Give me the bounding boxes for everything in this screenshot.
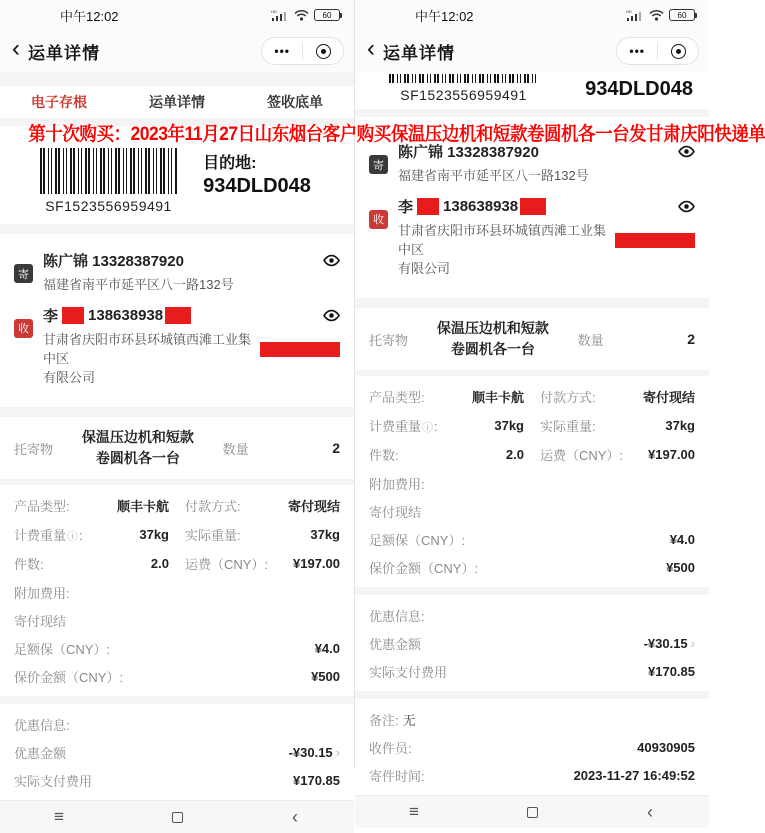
ship-time-label: 寄件时间: — [369, 768, 425, 784]
status-time: 中午12:02 — [415, 8, 474, 24]
pieces-value: 2.0 — [150, 556, 169, 572]
freight-value: ¥197.00 — [648, 447, 695, 463]
actual-paid-value: ¥170.85 — [648, 663, 695, 679]
android-nav-bar — [355, 795, 709, 828]
info-icon[interactable]: ⓘ — [422, 422, 434, 435]
receiver-address-line2: 有限公司 — [398, 260, 451, 276]
fees-card — [0, 485, 354, 696]
page-content — [0, 72, 354, 800]
pieces-value: 2.0 — [505, 447, 524, 463]
status-icons — [626, 9, 695, 21]
android-menu-icon[interactable]: ≡ — [409, 802, 419, 822]
eye-icon[interactable] — [678, 145, 695, 158]
discount-amount-value: -¥30.15 — [643, 635, 688, 651]
back-chevron-icon[interactable]: ‹ — [12, 35, 20, 62]
redaction-block — [615, 233, 695, 248]
surcharge-label: 附加费用: — [14, 585, 70, 601]
sender-address: 福建省南平市延平区八一路132号 — [398, 168, 589, 183]
shipment-value-line1: 保温压边机和短款 — [436, 320, 549, 337]
shipment-label: 托寄物 — [14, 441, 54, 457]
android-back-icon[interactable]: ‹ — [292, 806, 298, 827]
fees-card — [355, 376, 709, 587]
destination-code: 934DLD048 — [585, 78, 693, 100]
receiver-phone: 138638938 — [443, 197, 519, 215]
annotation-overlay-text: 第十次购买：2023年11月27日山东烟台客户购买保温压边机和短款卷圆机各一台发甘肃庆阳快递单 — [28, 124, 765, 145]
full-insurance-value: ¥4.0 — [314, 640, 340, 656]
payment-label: 付款方式: — [540, 390, 596, 406]
shipment-value-line2: 卷圆机各一台 — [95, 450, 180, 467]
barcode-image — [389, 74, 539, 83]
nav-bar — [355, 30, 709, 72]
miniprogram-capsule — [261, 37, 344, 65]
billed-weight-label: 计费重量 — [14, 528, 67, 544]
page-title: 运单详情 — [383, 43, 455, 63]
waybill-number: SF1523556959491 — [400, 87, 527, 103]
android-menu-icon[interactable]: ≡ — [54, 807, 64, 827]
pieces-label: 件数: — [369, 448, 399, 464]
waybill-barcode-card — [0, 126, 354, 224]
product-type-label: 产品类型: — [14, 499, 70, 515]
courier-label: 收件员: — [369, 740, 412, 756]
miniprogram-exit-icon[interactable] — [303, 44, 343, 59]
discount-header: 优惠信息: — [14, 717, 70, 733]
actual-paid-label: 实际支付费用 — [369, 664, 448, 680]
billed-weight-label: 计费重量 — [369, 419, 422, 435]
wifi-icon — [294, 9, 309, 21]
full-insurance-label: 足额保（CNY）: — [369, 532, 466, 548]
insured-amount-label: 保价金额（CNY）: — [14, 669, 124, 685]
insured-amount-value: ¥500 — [311, 668, 340, 684]
remark-value: 无 — [402, 712, 416, 728]
receiver-address-line1: 甘肃省庆阳市环县环城镇西滩工业集中区 — [398, 222, 607, 257]
freight-value: ¥197.00 — [293, 556, 340, 572]
battery-level: 60 — [322, 10, 332, 20]
insured-amount-label: 保价金额（CNY）: — [369, 560, 479, 576]
more-options-icon[interactable]: ••• — [629, 44, 645, 58]
quantity-label: 数量 — [577, 332, 604, 348]
android-home-icon[interactable] — [147, 812, 207, 823]
status-bar — [355, 0, 709, 30]
billed-weight-value: 37kg — [494, 418, 524, 434]
sender-name-phone: 陈广锦 13328387920 — [398, 144, 539, 161]
actual-weight-label: 实际重量: — [540, 419, 596, 435]
actual-weight-label: 实际重量: — [185, 528, 241, 544]
redaction-block — [165, 307, 191, 324]
freight-label: 运费（CNY）: — [185, 557, 269, 573]
receiver-badge: 收 — [369, 210, 388, 229]
payment-method: 寄付现结 — [14, 613, 67, 629]
sender-badge: 寄 — [14, 264, 33, 283]
phone-screen-left — [0, 0, 354, 827]
address-card — [355, 117, 709, 298]
full-insurance-value: ¥4.0 — [669, 531, 695, 547]
colon: : — [79, 528, 83, 544]
ship-time-value: 2023-11-27 16:49:52 — [573, 767, 695, 783]
android-back-icon[interactable]: ‹ — [647, 801, 653, 822]
freight-label: 运费（CNY）: — [540, 448, 624, 464]
destination-code: 934DLD048 — [203, 175, 311, 197]
eye-icon[interactable] — [323, 309, 340, 322]
receiver-row — [369, 196, 695, 279]
colon: : — [434, 419, 438, 435]
payment-value: 寄付现结 — [642, 390, 695, 406]
sender-row — [14, 250, 340, 295]
sender-address: 福建省南平市延平区八一路132号 — [43, 277, 234, 292]
discount-card — [0, 704, 354, 800]
courier-value: 40930905 — [637, 739, 695, 755]
battery-level: 60 — [677, 10, 687, 20]
surcharge-label: 附加费用: — [369, 476, 425, 492]
android-home-icon[interactable] — [502, 807, 562, 818]
tab-waybill-detail[interactable]: 运单详情 — [149, 94, 205, 110]
receiver-name: 李 — [43, 307, 59, 325]
redaction-block — [62, 307, 84, 324]
shipment-value-line1: 保温压边机和短款 — [81, 429, 194, 446]
shipment-card — [0, 417, 354, 479]
waybill-barcode-card — [355, 72, 709, 109]
payment-value: 寄付现结 — [287, 499, 340, 515]
actual-paid-label: 实际支付费用 — [14, 773, 93, 789]
actual-weight-value: 37kg — [310, 527, 340, 543]
quantity-label: 数量 — [222, 441, 249, 457]
actual-paid-value: ¥170.85 — [293, 772, 340, 788]
status-bar — [0, 0, 354, 30]
wifi-icon — [649, 9, 664, 21]
full-insurance-label: 足额保（CNY）: — [14, 641, 111, 657]
cell-signal-icon — [626, 9, 644, 21]
sender-row — [369, 141, 695, 186]
redaction-block — [520, 198, 546, 215]
quantity-value: 2 — [332, 440, 340, 457]
status-time: 中午12:02 — [60, 8, 119, 24]
battery-icon — [669, 9, 695, 21]
receiver-address-line2: 有限公司 — [43, 369, 96, 385]
tab-bar — [0, 86, 354, 118]
discount-card — [355, 595, 709, 691]
receiver-badge: 收 — [14, 319, 33, 338]
insured-amount-value: ¥500 — [666, 559, 695, 575]
nav-bar — [0, 30, 354, 72]
discount-amount-row[interactable] — [14, 738, 340, 766]
receiver-phone: 138638938 — [88, 306, 164, 324]
eye-icon[interactable] — [678, 200, 695, 213]
status-icons — [271, 9, 340, 21]
sender-name-phone: 陈广锦 13328387920 — [43, 253, 184, 270]
discount-amount-row[interactable] — [369, 629, 695, 657]
chevron-right-icon: › — [335, 744, 340, 760]
remarks-card — [355, 699, 709, 795]
cell-signal-icon — [271, 9, 289, 21]
page-title: 运单详情 — [28, 43, 100, 63]
svg-text:HD: HD — [626, 9, 632, 14]
android-nav-bar — [0, 800, 354, 833]
page-content — [355, 72, 709, 795]
svg-text:HD: HD — [271, 9, 277, 14]
shipment-card — [355, 308, 709, 370]
discount-amount-label: 优惠金额 — [369, 636, 422, 652]
product-type-label: 产品类型: — [369, 390, 425, 406]
miniprogram-exit-icon[interactable] — [658, 44, 698, 59]
sender-badge: 寄 — [369, 155, 388, 174]
destination-label: 目的地: — [203, 155, 257, 172]
chevron-right-icon: › — [690, 635, 695, 651]
billed-weight-value: 37kg — [139, 527, 169, 543]
battery-icon — [314, 9, 340, 21]
product-type-value: 顺丰卡航 — [471, 390, 524, 406]
redaction-block — [417, 198, 439, 215]
discount-amount-label: 优惠金额 — [14, 745, 67, 761]
phone-screen-right — [354, 0, 709, 822]
discount-amount-value: -¥30.15 — [288, 744, 333, 760]
remark-label: 备注: — [369, 712, 399, 728]
eye-icon[interactable] — [323, 254, 340, 267]
receiver-name: 李 — [398, 198, 414, 216]
address-card — [0, 234, 354, 407]
waybill-number: SF1523556959491 — [45, 198, 172, 214]
barcode-image — [40, 148, 178, 194]
discount-header: 优惠信息: — [369, 608, 425, 624]
pieces-label: 件数: — [14, 557, 44, 573]
redaction-block — [260, 342, 340, 357]
shipment-value-line2: 卷圆机各一台 — [450, 341, 535, 358]
info-icon[interactable]: ⓘ — [67, 531, 79, 544]
quantity-value: 2 — [687, 331, 695, 348]
miniprogram-capsule — [616, 37, 699, 65]
shipment-label: 托寄物 — [369, 332, 409, 348]
receiver-row — [14, 305, 340, 388]
back-chevron-icon[interactable]: ‹ — [367, 35, 375, 62]
tab-signed-receipt[interactable]: 签收底单 — [267, 94, 323, 110]
payment-label: 付款方式: — [185, 499, 241, 515]
payment-method: 寄付现结 — [369, 504, 422, 520]
tab-electronic-stub[interactable]: 电子存根 — [31, 94, 87, 110]
more-options-icon[interactable]: ••• — [274, 44, 290, 58]
actual-weight-value: 37kg — [665, 418, 695, 434]
receiver-address-line1: 甘肃省庆阳市环县环城镇西滩工业集中区 — [43, 331, 252, 366]
product-type-value: 顺丰卡航 — [116, 499, 169, 515]
